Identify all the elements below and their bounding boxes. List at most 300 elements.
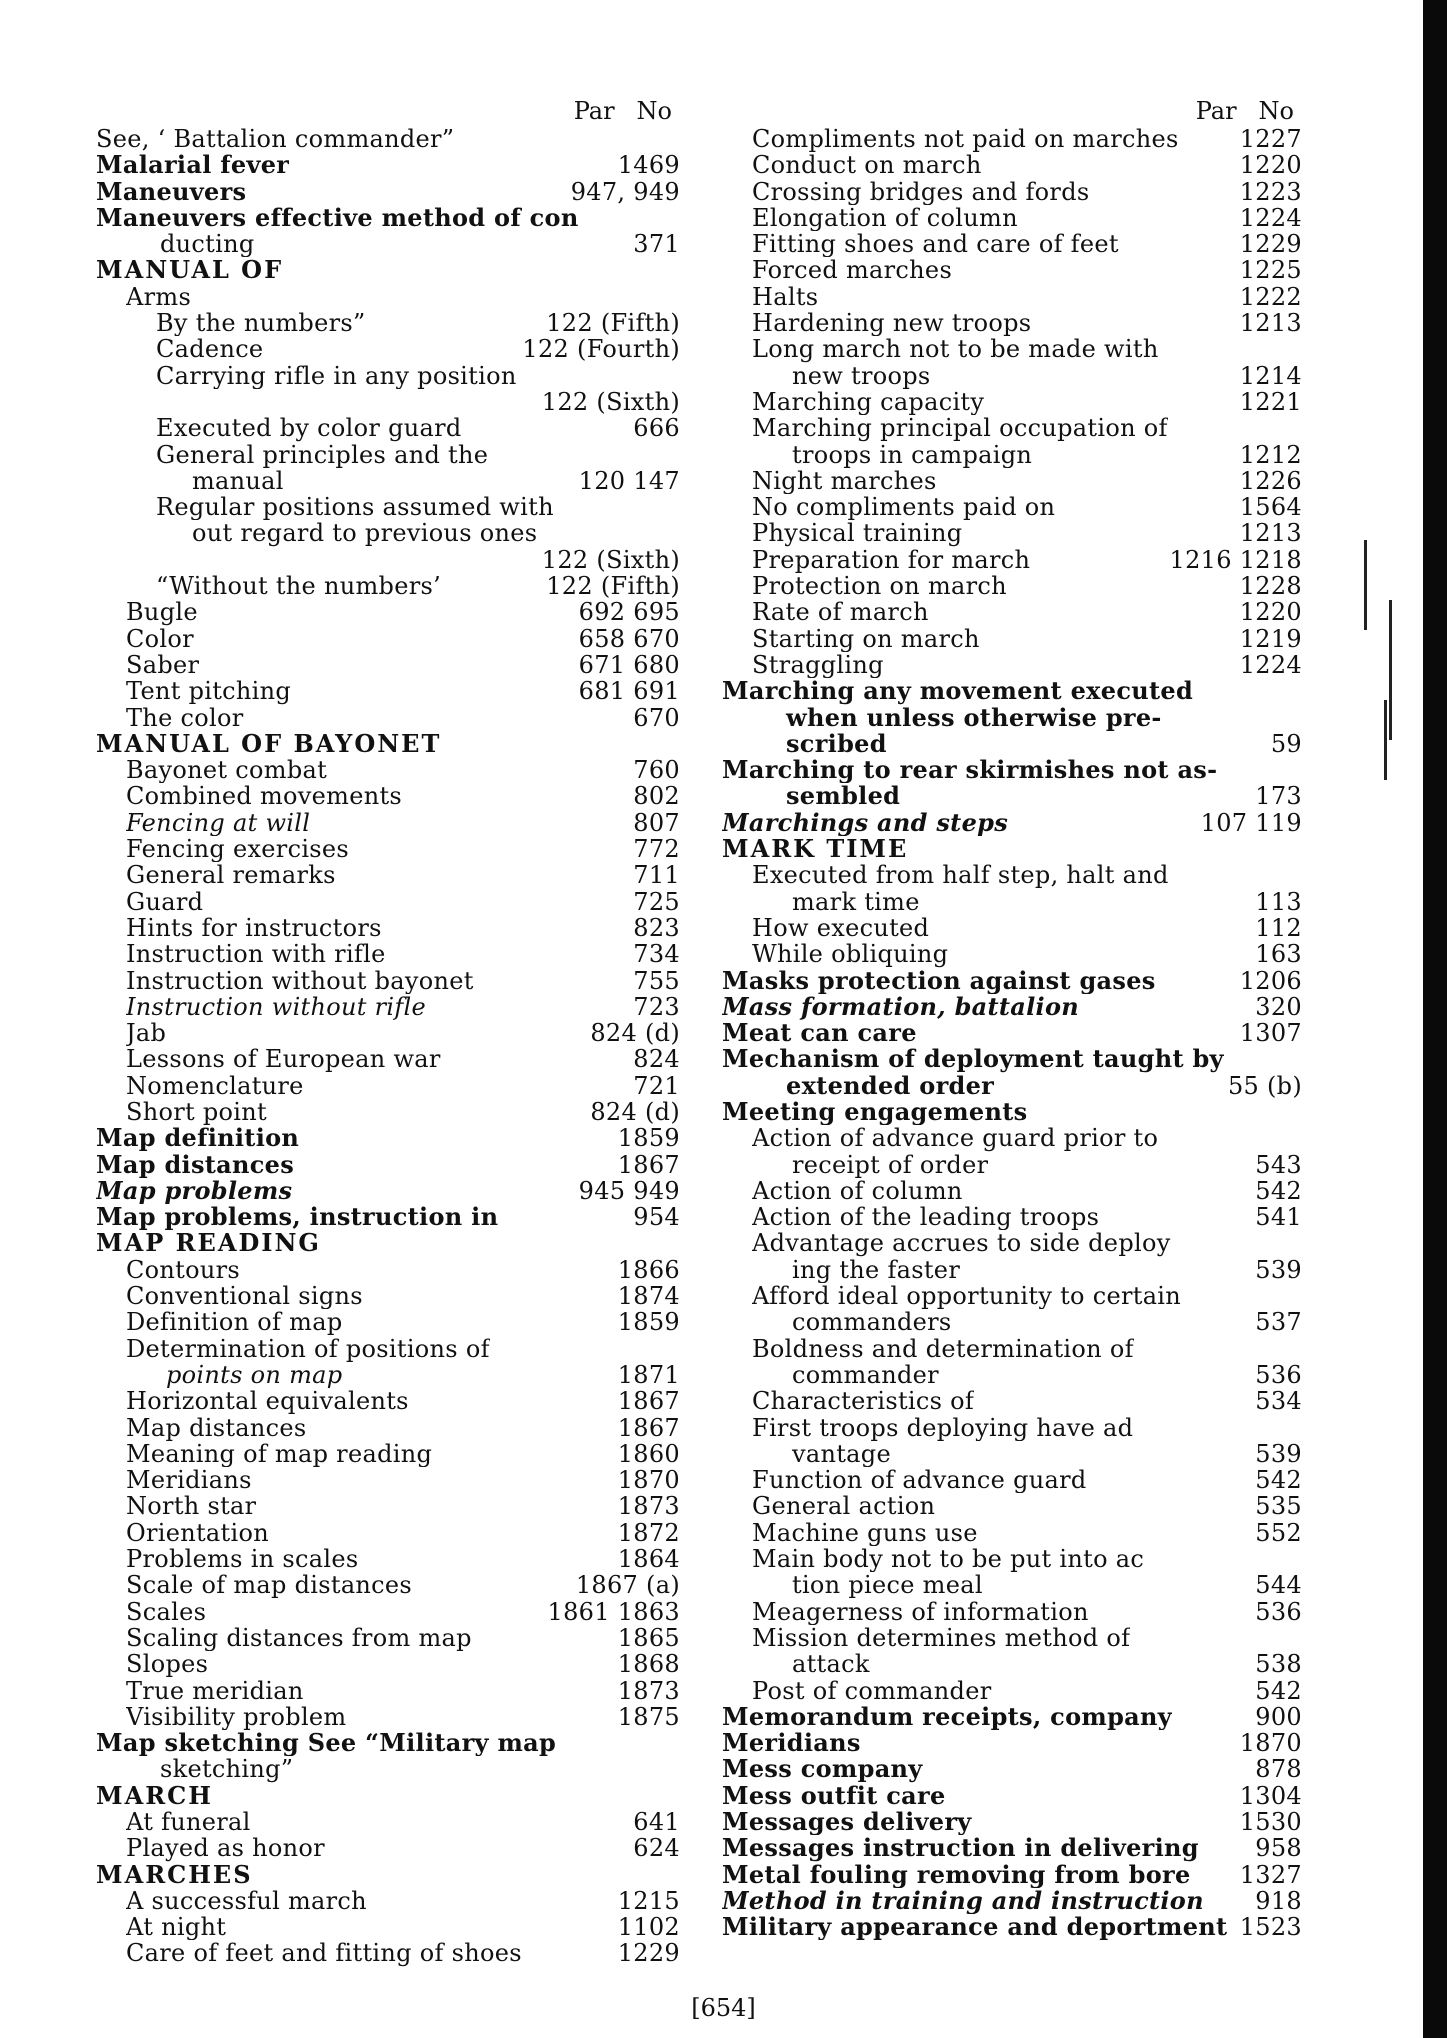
entry-text: Marching to rear skirmishes not as-: [722, 757, 1218, 784]
entry-text: General principles and the: [156, 441, 489, 468]
index-entry: [96, 810, 680, 836]
entry-paragraph-number: 1224: [1239, 650, 1302, 679]
index-entry: [722, 284, 1302, 310]
entry-paragraph-number: 666: [633, 414, 680, 443]
entry-paragraph-number: 1523: [1239, 1913, 1302, 1942]
entry-text: receipt of order: [792, 1151, 989, 1178]
index-entry: [96, 336, 680, 362]
entry-text: Mission determines method of: [752, 1624, 1131, 1652]
entry-text: Marching principal occupation of: [752, 415, 1168, 442]
index-entry: [96, 757, 680, 783]
index-entry: [96, 1651, 680, 1677]
index-entry: [722, 415, 1302, 441]
index-entry: [722, 1546, 1302, 1572]
entry-text: Malarial fever: [96, 152, 290, 179]
index-entry: [722, 1783, 1302, 1809]
entry-text: Machine guns use: [752, 1519, 978, 1547]
entry-paragraph-number: 725: [633, 887, 680, 916]
entry-paragraph-number: 1214: [1239, 361, 1302, 390]
entry-paragraph-number: 1874: [617, 1282, 680, 1311]
index-entry: [722, 389, 1302, 415]
entry-paragraph-number: 539: [1255, 1439, 1302, 1468]
entry-paragraph-number: 537: [1255, 1308, 1302, 1337]
index-entry: [96, 1678, 680, 1704]
index-entry: [722, 152, 1302, 178]
entry-paragraph-number: 1860: [617, 1439, 680, 1468]
entry-text: Meat can care: [722, 1020, 917, 1047]
entry-text: Combined movements: [126, 783, 403, 810]
entry-paragraph-number: 542: [1255, 1176, 1302, 1205]
index-entry: [722, 889, 1302, 915]
entry-text: vantage: [792, 1440, 891, 1468]
index-entry: [722, 968, 1302, 994]
index-entry: [96, 520, 680, 546]
index-entry: [722, 994, 1302, 1020]
entry-paragraph-number: 120 147: [578, 466, 680, 495]
entry-text: Scale of map distances: [126, 1572, 413, 1599]
index-entry: [96, 1940, 680, 1966]
entry-text: Instruction with rifle: [126, 941, 386, 968]
index-entry: [722, 179, 1302, 205]
index-entry: [722, 599, 1302, 625]
index-entry: [96, 705, 680, 731]
entry-text: scribed: [786, 730, 887, 758]
entry-text: General remarks: [126, 862, 336, 889]
entry-paragraph-number: 878: [1255, 1755, 1302, 1784]
entry-text: Maneuvers: [96, 178, 247, 205]
index-entry: [722, 836, 1302, 862]
entry-paragraph-number: 1227: [1239, 125, 1302, 153]
index-entry: [722, 1704, 1302, 1730]
scan-speck: [1389, 600, 1392, 740]
entry-text: tion piece meal: [792, 1572, 983, 1599]
entry-paragraph-number: 542: [1255, 1676, 1302, 1705]
entry-text: Meagerness of information: [752, 1598, 1089, 1625]
entry-text: Characteristics of: [752, 1388, 975, 1415]
entry-text: Action of the leading troops: [752, 1204, 1100, 1231]
index-entry: [96, 1809, 680, 1835]
index-list-right: [722, 126, 1302, 1940]
entry-text: commanders: [792, 1309, 952, 1336]
index-entry: [96, 1546, 680, 1572]
index-entry: [722, 1914, 1302, 1940]
entry-paragraph-number: 1866: [617, 1255, 680, 1284]
entry-paragraph-number: 958: [1255, 1834, 1302, 1863]
entry-paragraph-number: 1226: [1239, 466, 1302, 495]
entry-paragraph-number: 734: [633, 940, 680, 969]
index-entry: [96, 1178, 680, 1204]
entry-text: Jab: [126, 1020, 167, 1047]
entry-paragraph-number: 1304: [1239, 1781, 1302, 1810]
column-header: [722, 96, 1302, 126]
entry-paragraph-number: 539: [1255, 1255, 1302, 1284]
entry-text: How executed: [752, 914, 930, 942]
entry-paragraph-number: 900: [1255, 1702, 1302, 1731]
entry-text: Memorandum receipts, company: [722, 1703, 1173, 1731]
entry-text: commander: [792, 1361, 939, 1389]
entry-paragraph-number: 1469: [617, 151, 680, 180]
index-entry: [722, 1178, 1302, 1204]
no-header: No: [1258, 97, 1294, 125]
index-entry: [722, 1651, 1302, 1677]
entry-text: Starting on march: [752, 625, 980, 652]
entry-text: Scales: [126, 1598, 207, 1625]
entry-text: Map problems: [96, 1177, 293, 1205]
column-header: [96, 96, 680, 126]
entry-paragraph-number: 1219: [1239, 624, 1302, 653]
index-entry: [96, 1020, 680, 1046]
entry-text: Afford ideal opportunity to certain: [752, 1283, 1182, 1310]
index-entry: [96, 1756, 680, 1782]
entry-paragraph-number: 624: [633, 1834, 680, 1863]
entry-text: Bayonet combat: [126, 757, 328, 784]
entry-paragraph-number: 1225: [1239, 256, 1302, 285]
scan-speck: [1384, 700, 1387, 780]
entry-text: Metal fouling removing from bore: [722, 1861, 1191, 1888]
entry-text: Regular positions assumed with: [156, 494, 554, 521]
index-entry: [722, 1467, 1302, 1493]
entry-paragraph-number: 824: [633, 1045, 680, 1074]
index-entry: [96, 1730, 680, 1756]
entry-paragraph-number: 1867 (a): [575, 1571, 680, 1600]
entry-text: At night: [126, 1914, 227, 1941]
index-entry: [96, 1783, 680, 1809]
entry-paragraph-number: 1222: [1239, 282, 1302, 311]
entry-text: Fencing exercises: [126, 836, 350, 863]
index-entry: [96, 1204, 680, 1230]
entry-paragraph-number: 1564: [1239, 493, 1302, 522]
index-list-left: [96, 126, 680, 1967]
entry-text: when unless otherwise pre-: [786, 704, 1162, 731]
entry-text: Contours: [126, 1256, 241, 1284]
index-entry: [96, 1441, 680, 1467]
entry-text: out regard to previous ones: [192, 520, 538, 547]
entry-paragraph-number: 113: [1255, 887, 1302, 916]
index-entry: [96, 599, 680, 625]
index-entry: [722, 205, 1302, 231]
index-entry: [722, 1046, 1302, 1072]
index-entry: [96, 1283, 680, 1309]
entry-text: ducting: [160, 231, 255, 258]
entry-text: Night marches: [752, 467, 937, 495]
index-entry: [96, 1835, 680, 1861]
entry-paragraph-number: 947, 949: [570, 177, 680, 206]
entry-paragraph-number: 1220: [1239, 151, 1302, 180]
index-entry: [722, 573, 1302, 599]
index-entry: [722, 731, 1302, 757]
entry-text: Action of advance guard prior to: [752, 1125, 1159, 1152]
entry-paragraph-number: 1215: [617, 1886, 680, 1915]
entry-text: Advantage accrues to side deploy: [752, 1230, 1171, 1257]
entry-text: Preparation for march: [752, 546, 1031, 574]
entry-paragraph-number: 1307: [1239, 1019, 1302, 1048]
entry-paragraph-number: 122 (Fifth): [546, 309, 680, 338]
entry-text: Executed by color guard: [156, 415, 462, 442]
entry-text: Meaning of map reading: [126, 1440, 433, 1468]
index-entry: [96, 284, 680, 310]
entry-text: Straggling: [752, 651, 884, 679]
entry-paragraph-number: 1873: [617, 1676, 680, 1705]
index-entry: [96, 889, 680, 915]
entry-text: Long march not to be made with: [752, 336, 1159, 363]
entry-paragraph-number: 1229: [1239, 230, 1302, 259]
index-entry: [722, 1152, 1302, 1178]
index-entry: [96, 1572, 680, 1598]
index-entry: [96, 1230, 680, 1256]
entry-paragraph-number: 371: [633, 230, 680, 259]
entry-paragraph-number: 122 (Fourth): [522, 335, 680, 364]
index-entry: [96, 626, 680, 652]
index-entry: [722, 1756, 1302, 1782]
index-entry: [722, 1835, 1302, 1861]
index-entry: [96, 968, 680, 994]
entry-paragraph-number: 1102: [617, 1913, 680, 1942]
entry-text: While obliquing: [752, 941, 949, 968]
index-entry: [96, 442, 680, 468]
entry-paragraph-number: 1873: [617, 1492, 680, 1521]
index-entry: [96, 179, 680, 205]
index-entry: [96, 1888, 680, 1914]
index-entry: [722, 336, 1302, 362]
index-entry: [96, 389, 680, 415]
entry-paragraph-number: 536: [1255, 1597, 1302, 1626]
entry-text: ing the faster: [792, 1256, 961, 1284]
entry-text: Messages delivery: [722, 1809, 972, 1836]
entry-text: Lessons of European war: [126, 1046, 441, 1073]
entry-text: Meeting engagements: [722, 1098, 1028, 1126]
entry-text: Halts: [752, 283, 819, 311]
index-entry: [722, 1678, 1302, 1704]
scan-edge: [1423, 0, 1447, 2038]
entry-text: Care of feet and fitting of shoes: [126, 1940, 522, 1967]
index-entry: [722, 1441, 1302, 1467]
entry-text: Masks protection against gases: [722, 967, 1156, 994]
entry-text: Nomenclature: [126, 1072, 304, 1099]
entry-paragraph-number: 1223: [1239, 177, 1302, 206]
entry-paragraph-number: 112: [1255, 913, 1302, 942]
index-entry: [96, 1073, 680, 1099]
entry-text: sketching”: [160, 1756, 294, 1783]
entry-text: points on map: [166, 1361, 343, 1389]
index-entry: [96, 1046, 680, 1072]
entry-text: Map sketching See “Military map: [96, 1730, 557, 1757]
index-entry: [96, 1415, 680, 1441]
entry-paragraph-number: 945 949: [578, 1176, 680, 1205]
entry-text: Military appearance and deportment: [722, 1914, 1228, 1941]
entry-text: Maneuvers effective method of con: [96, 204, 579, 232]
entry-paragraph-number: 823: [633, 913, 680, 942]
entry-text: Executed from half step, halt and: [752, 862, 1169, 889]
index-entry: [722, 520, 1302, 546]
index-entry: [96, 1362, 680, 1388]
index-entry: [96, 310, 680, 336]
index-entry: [96, 231, 680, 257]
index-entry: [722, 626, 1302, 652]
index-entry: [96, 941, 680, 967]
entry-text: Scaling distances from map: [126, 1624, 472, 1652]
index-entry: [96, 1520, 680, 1546]
index-entry: [722, 1493, 1302, 1519]
entry-text: Crossing bridges and fords: [752, 178, 1090, 205]
entry-paragraph-number: 1861 1863: [547, 1597, 680, 1626]
index-entry: [96, 152, 680, 178]
entry-text: MARCH: [96, 1782, 213, 1809]
entry-text: “Without the numbers’: [156, 573, 442, 600]
entry-paragraph-number: 954: [633, 1203, 680, 1232]
index-entry: [722, 363, 1302, 389]
index-entry: [722, 494, 1302, 520]
index-entry: [96, 573, 680, 599]
index-entry: [722, 1230, 1302, 1256]
entry-text: mark time: [792, 888, 920, 915]
entry-paragraph-number: 542: [1255, 1466, 1302, 1495]
index-entry: [96, 257, 680, 283]
entry-text: MARCHES: [96, 1861, 253, 1888]
index-entry: [96, 126, 680, 152]
entry-text: Mess company: [722, 1756, 923, 1783]
entry-text: MAP READING: [96, 1230, 321, 1257]
entry-paragraph-number: 1212: [1239, 440, 1302, 469]
entry-paragraph-number: 1867: [617, 1413, 680, 1442]
no-header: No: [636, 97, 672, 125]
entry-paragraph-number: 723: [633, 992, 680, 1021]
scan-speck: [1364, 540, 1367, 630]
index-entry: [722, 941, 1302, 967]
entry-text: True meridian: [126, 1677, 304, 1704]
index-entry: [722, 468, 1302, 494]
index-entry: [96, 1099, 680, 1125]
entry-text: attack: [792, 1651, 870, 1678]
entry-paragraph-number: 807: [633, 808, 680, 837]
entry-paragraph-number: 122 (Sixth): [541, 387, 680, 416]
entry-paragraph-number: 163: [1255, 940, 1302, 969]
entry-paragraph-number: 535: [1255, 1492, 1302, 1521]
entry-paragraph-number: 772: [633, 835, 680, 864]
entry-text: The color: [126, 704, 244, 731]
index-entry: [96, 731, 680, 757]
entry-paragraph-number: 1872: [617, 1518, 680, 1547]
index-entry: [722, 652, 1302, 678]
entry-text: MANUAL OF BAYONET: [96, 730, 442, 758]
index-entry: [96, 205, 680, 231]
index-entry: [96, 1388, 680, 1414]
index-entry: [96, 415, 680, 441]
entry-paragraph-number: 538: [1255, 1650, 1302, 1679]
entry-paragraph-number: 534: [1255, 1387, 1302, 1416]
entry-text: No compliments paid on: [752, 494, 1056, 521]
entry-paragraph-number: 1864: [617, 1545, 680, 1574]
entry-paragraph-number: 1229: [617, 1939, 680, 1968]
entry-text: Slopes: [126, 1651, 209, 1678]
index-entry: [722, 1020, 1302, 1046]
entry-paragraph-number: 692 695: [578, 598, 680, 627]
entry-paragraph-number: 543: [1255, 1150, 1302, 1179]
entry-paragraph-number: 173: [1255, 782, 1302, 811]
entry-text: See, ‘ Battalion commander”: [96, 126, 455, 153]
index-column-right: [722, 96, 1302, 1940]
entry-text: Fencing at will: [126, 809, 311, 837]
index-entry: [96, 1704, 680, 1730]
entry-text: Orientation: [126, 1519, 269, 1547]
entry-paragraph-number: 107 119: [1200, 808, 1302, 837]
index-entry: [96, 468, 680, 494]
entry-text: Forced marches: [752, 257, 953, 284]
entry-text: Compliments not paid on marches: [752, 126, 1179, 153]
entry-text: Arms: [126, 283, 192, 311]
entry-text: new troops: [792, 362, 931, 389]
entry-text: MARK TIME: [722, 836, 909, 863]
entry-paragraph-number: 59: [1270, 729, 1302, 758]
entry-text: General action: [752, 1493, 936, 1520]
index-entry: [96, 915, 680, 941]
entry-text: Played as honor: [126, 1835, 325, 1862]
index-entry: [96, 1309, 680, 1335]
entry-paragraph-number: 1228: [1239, 572, 1302, 601]
entry-paragraph-number: 1221: [1239, 387, 1302, 416]
entry-text: Function of advance guard: [752, 1467, 1087, 1494]
entry-paragraph-number: 670: [633, 703, 680, 732]
entry-paragraph-number: 1871: [617, 1360, 680, 1389]
index-entry: [722, 1362, 1302, 1388]
entry-paragraph-number: 1206: [1239, 966, 1302, 995]
entry-paragraph-number: 1224: [1239, 203, 1302, 232]
index-entry: [96, 1493, 680, 1519]
entry-paragraph-number: 658 670: [578, 624, 680, 653]
entry-paragraph-number: 122 (Sixth): [541, 545, 680, 574]
index-column-left: [96, 96, 680, 1967]
index-entry: [96, 1625, 680, 1651]
index-entry: [722, 810, 1302, 836]
index-entry: [722, 1099, 1302, 1125]
entry-text: Conventional signs: [126, 1283, 363, 1310]
entry-paragraph-number: 1867: [617, 1387, 680, 1416]
entry-paragraph-number: 755: [633, 966, 680, 995]
index-entry: [96, 783, 680, 809]
index-entry: [722, 1388, 1302, 1414]
entry-text: At funeral: [126, 1809, 251, 1836]
index-entry: [722, 783, 1302, 809]
entry-text: Boldness and determination of: [752, 1335, 1134, 1362]
index-entry: [96, 494, 680, 520]
entry-text: Guard: [126, 888, 204, 915]
index-entry: [722, 705, 1302, 731]
index-entry: [722, 1625, 1302, 1651]
entry-paragraph-number: 1220: [1239, 598, 1302, 627]
entry-text: Protection on march: [752, 573, 1007, 600]
entry-text: MANUAL OF: [96, 257, 284, 284]
entry-text: troops in campaign: [792, 441, 1033, 468]
index-entry: [722, 757, 1302, 783]
entry-text: Horizontal equivalents: [126, 1388, 409, 1415]
entry-text: Post of commander: [752, 1677, 992, 1704]
par-header: Par: [573, 97, 615, 125]
entry-paragraph-number: 641: [633, 1808, 680, 1836]
index-entry: [96, 678, 680, 704]
entry-paragraph-number: 1859: [617, 1124, 680, 1153]
index-entry: [722, 1283, 1302, 1309]
index-entry: [96, 1257, 680, 1283]
entry-paragraph-number: 824 (d): [590, 1097, 680, 1126]
index-entry: [96, 1467, 680, 1493]
index-entry: [96, 1336, 680, 1362]
index-entry: [722, 310, 1302, 336]
entry-text: Short point: [126, 1098, 267, 1126]
entry-paragraph-number: 1213: [1239, 309, 1302, 338]
index-entry: [722, 1520, 1302, 1546]
entry-text: Meridians: [722, 1730, 861, 1757]
entry-paragraph-number: 1868: [617, 1650, 680, 1679]
entry-text: Elongation of column: [752, 204, 1018, 232]
